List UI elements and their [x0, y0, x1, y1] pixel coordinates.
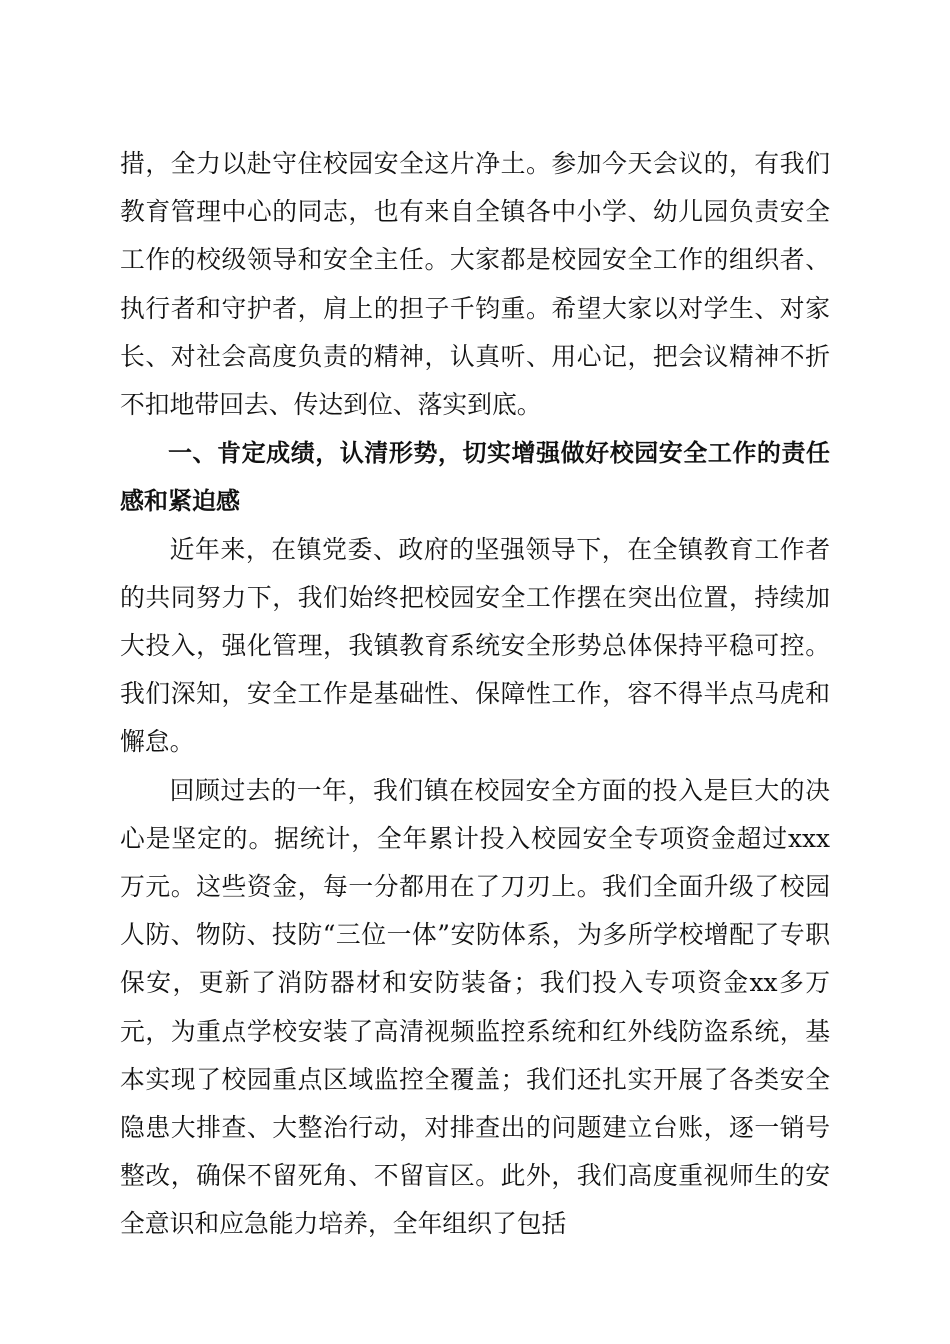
- paragraph-review-past-year: 回顾过去的一年，我们镇在校园安全方面的投入是巨大的决心是坚定的。据统计，全年累计投入校园安全专项资金超过xxx万元。这些资金，每一分都用在了刀刃上。我们全面升级了校园人防、物防、技防“三位一体”安防体系，为多所学校增配了专职保安，更新了消防器材和安防装备；我们投入专项资金xx多万元，为重点学校安装了高清视频监控系统和红外线防盗系统，基本实现了校园重点区域监控全覆盖；我们还扎实开展了各类安全隐患大排查、大整治行动，对排查出的问题建立台账，逐一销号整改，确保不留死角、不留盲区。此外，我们高度重视师生的安全意识和应急能力培养，全年组织了包括: [120, 775, 830, 1239]
- document-body: [120, 140, 830, 1249]
- paragraph-recent-years: 近年来，在镇党委、政府的坚强领导下，在全镇教育工作者的共同努力下，我们始终把校园安全工作摆在突出位置，持续加大投入，强化管理，我镇教育系统安全形势总体保持平稳可控。我们深知，安全工作是基础性、保障性工作，容不得半点马虎和懈怠。: [120, 534, 830, 757]
- paragraph-continuation: 措，全力以赴守住校园安全这片净土。参加今天会议的，有我们教育管理中心的同志，也有来自全镇各中小学、幼儿园负责安全工作的校级领导和安全主任。大家都是校园安全工作的组织者、执行者和守护者，肩上的担子千钧重。希望大家以对学生、对家长、对社会高度负责的精神，认真听、用心记，把会议精神不折不扣地带回去、传达到位、落实到底。: [120, 149, 830, 420]
- section-heading-1: 一、肯定成绩，认清形势，切实增强做好校园安全工作的责任感和紧迫感: [120, 439, 830, 516]
